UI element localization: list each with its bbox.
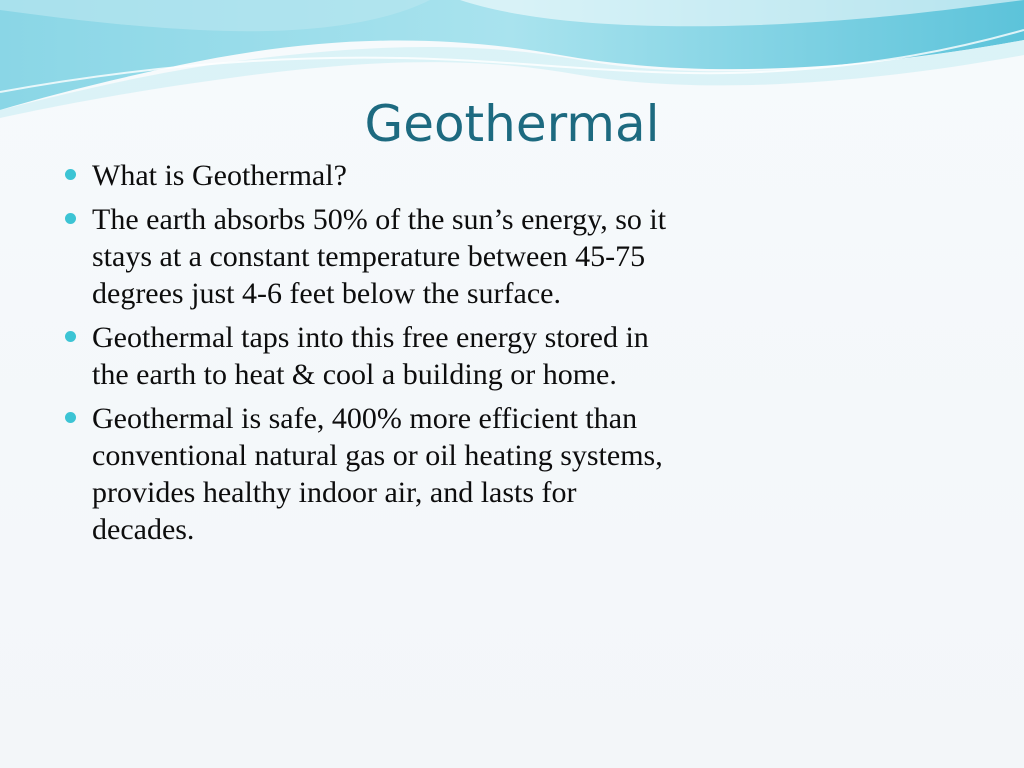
bullet-text: Geothermal taps into this free energy stored in the earth to heat & cool a building or home. (92, 321, 649, 391)
bullet-item (92, 201, 682, 312)
bullet-text: Geothermal is safe, 400% more efficient than conventional natural gas or oil heating systems, provides healthy indoor air, and lasts for decades. (92, 402, 663, 546)
bullet-dot-icon (65, 213, 76, 224)
bullet-dot-icon (65, 169, 76, 180)
slide-title: Geothermal (364, 95, 660, 153)
bullet-text: What is Geothermal? (92, 159, 347, 192)
bullet-item (92, 157, 682, 194)
bullet-item (92, 400, 682, 548)
bullet-list (92, 157, 682, 555)
bullet-dot-icon (65, 412, 76, 423)
bullet-dot-icon (65, 331, 76, 342)
bullet-item (92, 319, 682, 393)
bullet-text: The earth absorbs 50% of the sun’s energy, so it stays at a constant temperature between 45-75 degrees just 4-6 feet below the surface. (92, 203, 667, 310)
